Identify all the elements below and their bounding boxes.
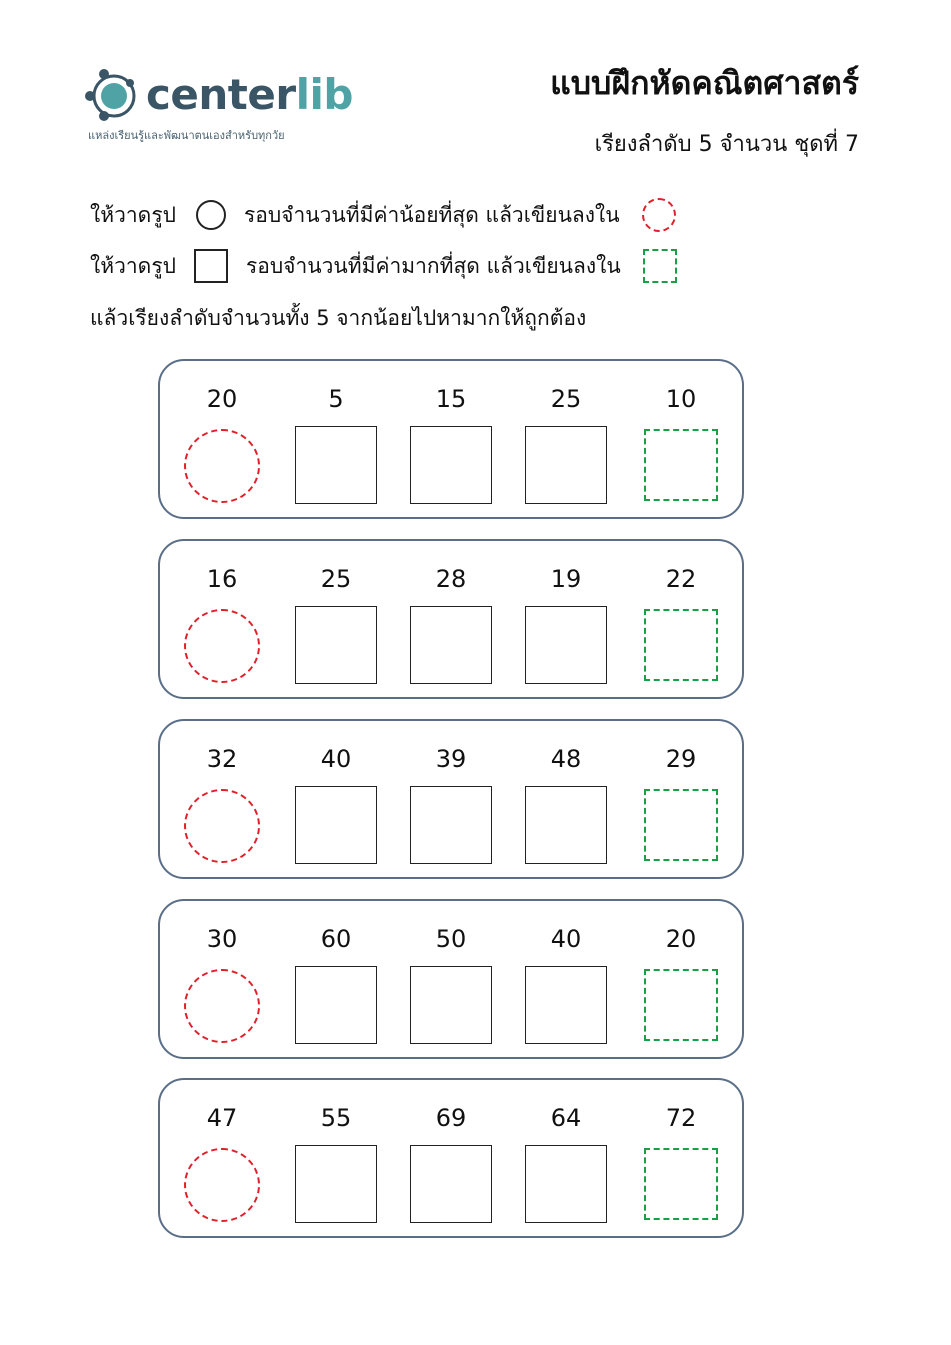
number-label: 15: [435, 385, 467, 413]
number-label: 39: [435, 745, 467, 773]
page-title: แบบฝึกหัดคณิตศาสตร์: [550, 64, 859, 102]
number-label: 64: [550, 1104, 582, 1132]
logo-wordmark: centerlib: [146, 70, 353, 119]
instruction-2-text: รอบจำนวนที่มีค่ามากที่สุด แล้วเขียนลงใน: [245, 253, 621, 278]
answer-box[interactable]: [525, 786, 607, 864]
number-label: 20: [665, 925, 697, 953]
number-label: 40: [320, 745, 352, 773]
circle-shape-icon: [196, 200, 226, 230]
number-label: 32: [206, 745, 238, 773]
answer-box[interactable]: [525, 426, 607, 504]
instruction-line-3: แล้วเรียงลำดับจำนวนทั้ง 5 จากน้อยไปหามากให้ถูกต้อง: [90, 306, 587, 330]
answer-box[interactable]: [410, 786, 492, 864]
answer-box[interactable]: [525, 966, 607, 1044]
number-label: 29: [665, 745, 697, 773]
number-label: 22: [665, 565, 697, 593]
number-label: 47: [206, 1104, 238, 1132]
answer-box[interactable]: [410, 606, 492, 684]
number-label: 19: [550, 565, 582, 593]
logo-tagline: แหล่งเรียนรู้และพัฒนาตนเองสำหรับทุกวัย: [88, 129, 285, 142]
number-label: 16: [206, 565, 238, 593]
number-label: 20: [206, 385, 238, 413]
answer-box[interactable]: [410, 426, 492, 504]
logo-molecule-icon: [84, 66, 144, 126]
dashed-green-square-icon: [643, 249, 677, 283]
exercise-row: [158, 539, 744, 699]
min-answer-circle[interactable]: [184, 609, 260, 683]
number-label: 55: [320, 1104, 352, 1132]
min-answer-circle[interactable]: [184, 969, 260, 1043]
instruction-line-1: [90, 195, 676, 235]
instruction-2-prefix: ให้วาดรูป: [90, 253, 176, 278]
answer-box[interactable]: [295, 426, 377, 504]
number-label: 40: [550, 925, 582, 953]
number-label: 28: [435, 565, 467, 593]
square-shape-icon: [194, 249, 228, 283]
min-answer-circle[interactable]: [184, 789, 260, 863]
exercise-row: [158, 359, 744, 519]
min-answer-circle[interactable]: [184, 429, 260, 503]
answer-box[interactable]: [410, 966, 492, 1044]
answer-box[interactable]: [295, 786, 377, 864]
min-answer-circle[interactable]: [184, 1148, 260, 1222]
max-answer-square[interactable]: [644, 1148, 718, 1220]
centerlib-logo: [84, 66, 354, 146]
answer-box[interactable]: [295, 966, 377, 1044]
instruction-line-2: [90, 246, 677, 286]
max-answer-square[interactable]: [644, 609, 718, 681]
exercise-row: [158, 719, 744, 879]
number-label: 50: [435, 925, 467, 953]
answer-box[interactable]: [295, 1145, 377, 1223]
number-label: 10: [665, 385, 697, 413]
instruction-1-text: รอบจำนวนที่มีค่าน้อยที่สุด แล้วเขียนลงใน: [243, 202, 620, 227]
number-label: 48: [550, 745, 582, 773]
exercise-row: [158, 1078, 744, 1238]
number-label: 69: [435, 1104, 467, 1132]
number-label: 30: [206, 925, 238, 953]
number-label: 72: [665, 1104, 697, 1132]
dashed-red-circle-icon: [642, 198, 676, 232]
number-label: 5: [328, 385, 344, 413]
answer-box[interactable]: [410, 1145, 492, 1223]
number-label: 25: [550, 385, 582, 413]
number-label: 25: [320, 565, 352, 593]
max-answer-square[interactable]: [644, 429, 718, 501]
max-answer-square[interactable]: [644, 969, 718, 1041]
number-label: 60: [320, 925, 352, 953]
max-answer-square[interactable]: [644, 789, 718, 861]
exercise-row: [158, 899, 744, 1059]
instruction-1-prefix: ให้วาดรูป: [90, 202, 176, 227]
answer-box[interactable]: [525, 1145, 607, 1223]
page-subtitle: เรียงลำดับ 5 จำนวน ชุดที่ 7: [594, 132, 859, 157]
answer-box[interactable]: [295, 606, 377, 684]
answer-box[interactable]: [525, 606, 607, 684]
